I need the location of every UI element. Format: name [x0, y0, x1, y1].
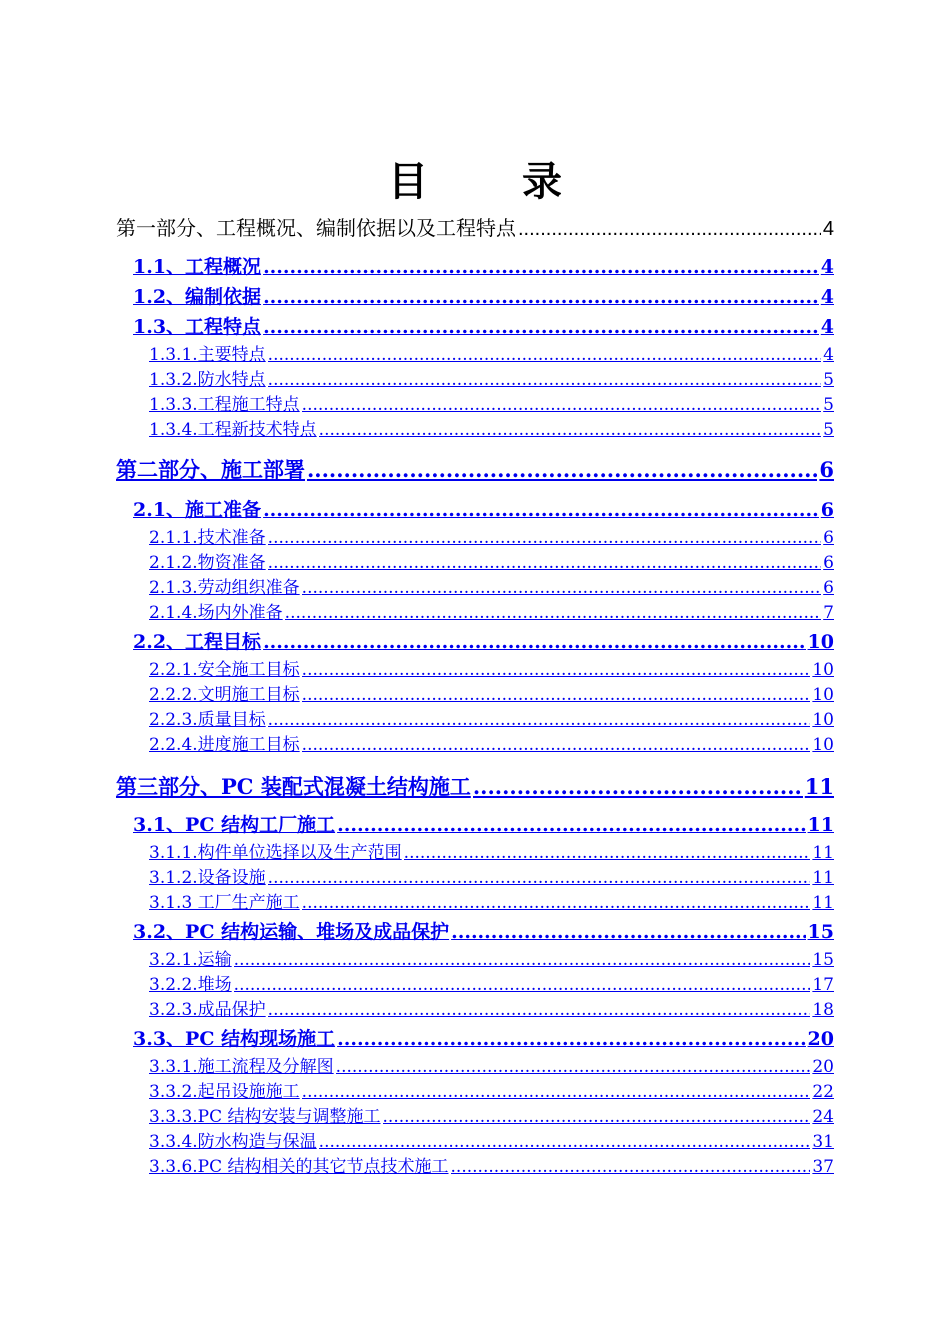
toc-entry-page-number: 6 — [823, 553, 834, 573]
toc-entry-page-number: 10 — [812, 735, 834, 755]
page-title: 目 录 — [388, 159, 602, 205]
toc-leader-dots — [268, 866, 811, 890]
toc-entry-page-number: 6 — [820, 499, 834, 521]
toc-leader-dots — [319, 418, 822, 442]
toc-entry[interactable] — [133, 314, 834, 340]
toc-entry[interactable] — [149, 658, 834, 682]
toc-leader-dots — [268, 551, 822, 575]
toc-leader-dots — [285, 601, 822, 625]
toc-leader-dots — [268, 343, 822, 367]
toc-entry[interactable] — [149, 973, 834, 997]
toc-entry-label: 3.2.3.成品保护 — [149, 1000, 266, 1020]
toc-entry-label: 3.3.1.施工流程及分解图 — [149, 1057, 334, 1077]
toc-entry-label: 2.2.3.质量目标 — [149, 710, 266, 730]
toc-leader-dots — [302, 733, 811, 757]
toc-entry-label: 3.1.1.构件单位选择以及生产范围 — [149, 843, 402, 863]
toc-entry-page-number: 10 — [812, 710, 834, 730]
toc-entry-label: 3.2.1.运输 — [149, 950, 232, 970]
toc-entry-page-number: 5 — [823, 370, 834, 390]
toc-entry-label: 3.3.3.PC 结构安装与调整施工 — [149, 1107, 381, 1127]
toc-entry-page-number: 11 — [804, 774, 834, 799]
toc-entry-label: 3.1.3 工厂生产施工 — [149, 893, 300, 913]
toc-entry-label: 1.2、编制依据 — [133, 286, 262, 308]
toc-entry-label: 1.3.3.工程施工特点 — [149, 395, 300, 415]
toc-entry-page-number: 15 — [807, 921, 834, 943]
toc-entry-page-number: 17 — [812, 975, 834, 995]
toc-entry-page-number: 10 — [807, 631, 834, 653]
toc-entry-label: 2.2.4.进度施工目标 — [149, 735, 300, 755]
toc-entry-label: 3.2、PC 结构运输、堆场及成品保护 — [133, 921, 450, 943]
toc-entry[interactable] — [149, 841, 834, 865]
toc-entry-page-number: 20 — [807, 1028, 834, 1050]
toc-leader-dots — [302, 658, 811, 682]
toc-leader-dots — [337, 1026, 805, 1052]
toc-entry-page-number: 15 — [812, 950, 834, 970]
toc-entry[interactable] — [149, 1055, 834, 1079]
toc-leader-dots — [336, 1055, 811, 1079]
toc-entry[interactable] — [149, 393, 834, 417]
toc-leader-dots — [263, 284, 819, 310]
toc-entry[interactable] — [133, 629, 834, 655]
toc-leader-dots — [404, 841, 811, 865]
toc-entry[interactable] — [133, 812, 834, 838]
toc-entry-label: 2.1.4.场内外准备 — [149, 603, 283, 623]
toc-leader-dots — [383, 1105, 811, 1129]
toc-entry[interactable] — [149, 368, 834, 392]
toc-leader-dots — [268, 998, 811, 1022]
toc-entry-page-number: 24 — [812, 1107, 834, 1127]
toc-entry-page-number: 11 — [807, 814, 834, 836]
toc-entry-label: 第三部分、PC 装配式混凝土结构施工 — [116, 774, 471, 799]
toc-entry-label: 3.3.4.防水构造与保温 — [149, 1132, 317, 1152]
toc-entry-page-number: 18 — [812, 1000, 834, 1020]
toc-leader-dots — [451, 919, 805, 945]
toc-entry[interactable] — [149, 1080, 834, 1104]
toc-entry-label: 2.2.1.安全施工目标 — [149, 660, 300, 680]
toc-entry-label: 3.3.6.PC 结构相关的其它节点技术施工 — [149, 1157, 449, 1177]
toc-entry[interactable] — [133, 284, 834, 310]
toc-entry-label: 第一部分、工程概况、编制依据以及工程特点 — [116, 216, 516, 240]
toc-entry-page-number: 11 — [812, 843, 834, 863]
toc-leader-dots — [268, 708, 811, 732]
toc-entry-label: 3.1.2.设备设施 — [149, 868, 266, 888]
toc-entry-label: 1.3.2.防水特点 — [149, 370, 266, 390]
toc-leader-dots — [268, 368, 822, 392]
toc-entry-label: 2.1、施工准备 — [133, 499, 262, 521]
toc-leader-dots — [302, 683, 811, 707]
toc-leader-dots — [518, 215, 821, 243]
toc-entry-page-number: 20 — [812, 1057, 834, 1077]
toc-entry[interactable] — [149, 1130, 834, 1154]
toc-entry-label: 第二部分、施工部署 — [116, 457, 305, 482]
toc-entry-page-number: 4 — [820, 256, 834, 278]
toc-entry-page-number: 4 — [823, 345, 834, 365]
toc-entry-label: 2.1.2.物资准备 — [149, 553, 266, 573]
toc-leader-dots — [337, 812, 805, 838]
toc-entry-page-number: 4 — [822, 218, 834, 240]
toc-entry[interactable] — [133, 497, 834, 523]
toc-leader-dots — [263, 497, 819, 523]
toc-leader-dots — [319, 1130, 811, 1154]
toc-entry-page-number: 4 — [820, 316, 834, 338]
toc-entry[interactable] — [149, 998, 834, 1022]
toc-entry-page-number: 6 — [823, 528, 834, 548]
toc-entry-label: 2.2、工程目标 — [133, 631, 262, 653]
toc-entry[interactable] — [149, 551, 834, 575]
toc-entry-label: 3.1、PC 结构工厂施工 — [133, 814, 336, 836]
toc-entry[interactable] — [133, 254, 834, 280]
toc-entry-label: 1.3.4.工程新技术特点 — [149, 420, 317, 440]
toc-entry-label: 1.3.1.主要特点 — [149, 345, 266, 365]
toc-entry-label: 3.3.2.起吊设施施工 — [149, 1082, 300, 1102]
toc-leader-dots — [263, 254, 819, 280]
toc-entry-label: 2.1.3.劳动组织准备 — [149, 578, 300, 598]
toc-leader-dots — [263, 629, 805, 655]
toc-entry[interactable] — [149, 891, 834, 915]
toc-entry[interactable] — [116, 773, 834, 801]
toc-entry[interactable] — [149, 683, 834, 707]
toc-entry[interactable] — [149, 526, 834, 550]
toc-entry-label: 2.2.2.文明施工目标 — [149, 685, 300, 705]
toc-leader-dots — [268, 526, 822, 550]
toc-entry-page-number: 4 — [820, 286, 834, 308]
toc-entry[interactable] — [149, 601, 834, 625]
toc-leader-dots — [234, 973, 811, 997]
toc-entry-page-number: 6 — [819, 457, 834, 482]
toc-entry-page-number: 10 — [812, 660, 834, 680]
toc-entry[interactable] — [149, 418, 834, 442]
toc-entry[interactable] — [133, 1026, 834, 1052]
toc-leader-dots — [473, 773, 803, 801]
toc-entry[interactable] — [149, 866, 834, 890]
toc-entry[interactable] — [116, 456, 834, 484]
toc-entry-label: 2.1.1.技术准备 — [149, 528, 266, 548]
toc-entry[interactable] — [149, 343, 834, 367]
toc-leader-dots — [302, 1080, 811, 1104]
toc-leader-dots — [302, 891, 811, 915]
toc-entry-page-number: 6 — [823, 578, 834, 598]
toc-entry-label: 3.2.2.堆场 — [149, 975, 232, 995]
toc-entry-page-number: 5 — [823, 420, 834, 440]
toc-entry[interactable] — [149, 1105, 834, 1129]
toc-entry[interactable] — [149, 1155, 834, 1179]
toc-leader-dots — [302, 576, 822, 600]
toc-entry-page-number: 11 — [812, 893, 834, 913]
toc-entry-label: 3.3、PC 结构现场施工 — [133, 1028, 336, 1050]
toc-entry[interactable] — [149, 576, 834, 600]
toc-entry[interactable] — [149, 733, 834, 757]
toc-entry-page-number: 31 — [812, 1132, 834, 1152]
toc-leader-dots — [234, 948, 811, 972]
toc-leader-dots — [451, 1155, 811, 1179]
toc-entry-page-number: 11 — [812, 868, 834, 888]
toc-entry-page-number: 37 — [812, 1157, 834, 1177]
toc-entry[interactable] — [149, 708, 834, 732]
toc-leader-dots — [302, 393, 822, 417]
toc-leader-dots — [307, 456, 817, 484]
toc-entry-label: 1.1、工程概况 — [133, 256, 262, 278]
toc-entry-page-number: 7 — [823, 603, 834, 623]
toc-entry-label: 1.3、工程特点 — [133, 316, 262, 338]
toc-entry-page-number: 22 — [812, 1082, 834, 1102]
toc-entry[interactable] — [149, 948, 834, 972]
toc-leader-dots — [263, 314, 819, 340]
toc-entry — [116, 214, 834, 242]
toc-entry-page-number: 5 — [823, 395, 834, 415]
toc-entry-page-number: 10 — [812, 685, 834, 705]
toc-entry[interactable] — [133, 919, 834, 945]
